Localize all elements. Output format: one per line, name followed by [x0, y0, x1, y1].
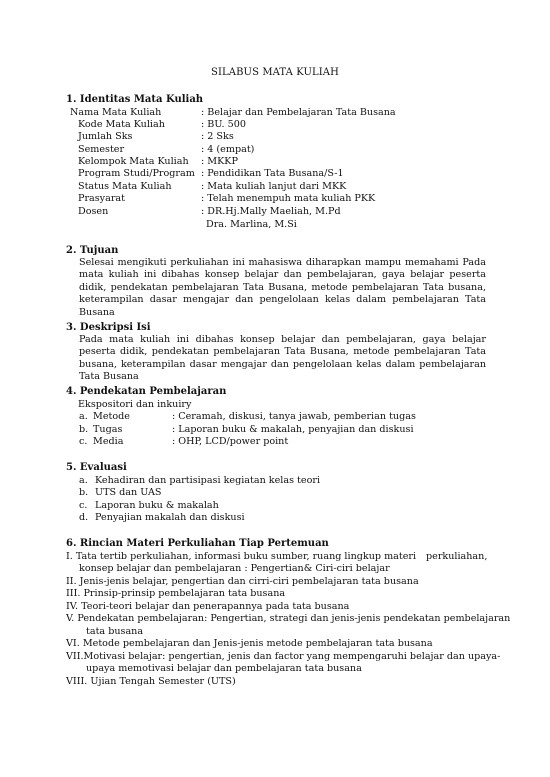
identity-row-label: Dosen [78, 206, 109, 217]
identity-row-label: Prasyarat [78, 193, 125, 204]
section-2-text: Selesai mengikuti perkuliahan ini mahasiswa diharapkan mampu memahami Pada mata kuliah ini dibahas konsep belajar dan pembelajaran, gaya belajar peserta didik, pendekatan pembelajaran Tata Busana, metode pembelajaran Tata busana, keterampilan dasar mengajar dan pengelolaan kelas dalam pembelajaran Tata Busana [79, 257, 486, 318]
session-line: konsep belajar dan pembelajaran : Pengertian& Ciri-ciri belajar [79, 563, 390, 574]
session-line: II. Jenis-jenis belajar, pengertian dan cirri-ciri pembelajaran tata busana [66, 576, 419, 587]
evaluation-item: Laporan buku & makalah [95, 500, 219, 511]
session-line: I. Tata tertib perkuliahan, informasi buku sumber, ruang lingkup materi [66, 551, 417, 562]
session-line: V. Pendekatan pembelajaran: Pengertian, strategi dan jenis-jenis pendekatan pembelajaran [66, 613, 511, 624]
evaluation-item-index: d. [79, 512, 89, 523]
evaluation-item: Penyajian makalah dan diskusi [95, 512, 245, 523]
approach-item-label: Tugas [93, 424, 123, 435]
identity-row-value: : BU. 500 [201, 119, 246, 130]
evaluation-item: Kehadiran dan partisipasi kegiatan kelas teori [95, 475, 321, 486]
identity-row-value: : Mata kuliah lanjut dari MKK [201, 181, 347, 192]
approach-item-label: Metode [93, 411, 130, 422]
document-title: SILABUS MATA KULIAH [211, 67, 339, 78]
identity-row-value: : 4 (empat) [201, 144, 255, 155]
identity-row-label: Kode Mata Kuliah [78, 119, 165, 130]
session-line: VI. Metode pembelajaran dan Jenis-jenis metode pembelajaran tata busana [66, 638, 433, 649]
evaluation-item: UTS dan UAS [95, 487, 162, 498]
session-line: upaya memotivasi belajar dan pembelajaran tata busana [86, 663, 362, 674]
approach-item-value: : Laporan buku & makalah, penyajian dan diskusi [172, 424, 414, 435]
section-3-text: Pada mata kuliah ini dibahas konsep belajar dan pembelajaran, gaya belajar peserta didik, pendekatan pembelajaran Tata Busana, metode pembelajaran Tata busana, keterampilan dasar mengajar dan pengelolaan kelas dalam pembelajaran Tata Busana [79, 334, 486, 383]
approach-item-value: : OHP, LCD/power point [172, 436, 289, 447]
identity-row-label: Program Studi/Program [78, 168, 195, 179]
approach-item-index: c. [79, 436, 88, 447]
identity-row-label: Jumlah Sks [78, 131, 133, 142]
approach-item-index: b. [79, 424, 89, 435]
section-5-heading: 5. Evaluasi [66, 462, 127, 473]
identity-row-label: Nama Mata Kuliah [70, 107, 162, 118]
section-2-heading: 2. Tujuan [66, 245, 119, 256]
identity-row-value: : Telah menempuh mata kuliah PKK [201, 193, 376, 204]
identity-row-value: : Pendidikan Tata Busana/S-1 [201, 168, 344, 179]
approach-item-label: Media [93, 436, 124, 447]
section-3-heading: 3. Deskripsi Isi [66, 322, 151, 333]
identity-row-value: : Belajar dan Pembelajaran Tata Busana [201, 107, 396, 118]
identity-row-value: : MKKP [201, 156, 238, 167]
approach-item-index: a. [79, 411, 88, 422]
section-1-heading: 1. Identitas Mata Kuliah [66, 94, 204, 105]
identity-row-label: Status Mata Kuliah [78, 181, 172, 192]
identity-row-label: Kelompok Mata Kuliah [78, 156, 189, 167]
approach-intro: Ekspositori dan inkuiry [78, 399, 192, 410]
identity-dosen-2: Dra. Marlina, M.Si [206, 219, 297, 230]
session-line: tata busana [86, 626, 144, 637]
session-line: IV. Teori-teori belajar dan penerapannya pada tata busana [66, 601, 350, 612]
session-line: VII.Motivasi belajar: pengertian, jenis dan factor yang mempengaruhi belajar dan upaya- [66, 651, 501, 662]
identity-row-value: : DR.Hj.Mally Maeliah, M.Pd [201, 206, 341, 217]
identity-row-value: : 2 Sks [201, 131, 234, 142]
approach-item-value: : Ceramah, diskusi, tanya jawab, pemberian tugas [172, 411, 416, 422]
evaluation-item-index: b. [79, 487, 89, 498]
section-6-heading: 6. Rincian Materi Perkuliahan Tiap Pertemuan [66, 538, 329, 549]
section-4-heading: 4. Pendekatan Pembelajaran [66, 386, 227, 397]
evaluation-item-index: c. [79, 500, 88, 511]
evaluation-item-index: a. [79, 475, 88, 486]
session-line: VIII. Ujian Tengah Semester (UTS) [66, 676, 236, 687]
session-line-continued: perkuliahan, [426, 551, 488, 562]
identity-row-label: Semester [78, 144, 125, 155]
session-line: III. Prinsip-prinsip pembelajaran tata busana [66, 588, 286, 599]
